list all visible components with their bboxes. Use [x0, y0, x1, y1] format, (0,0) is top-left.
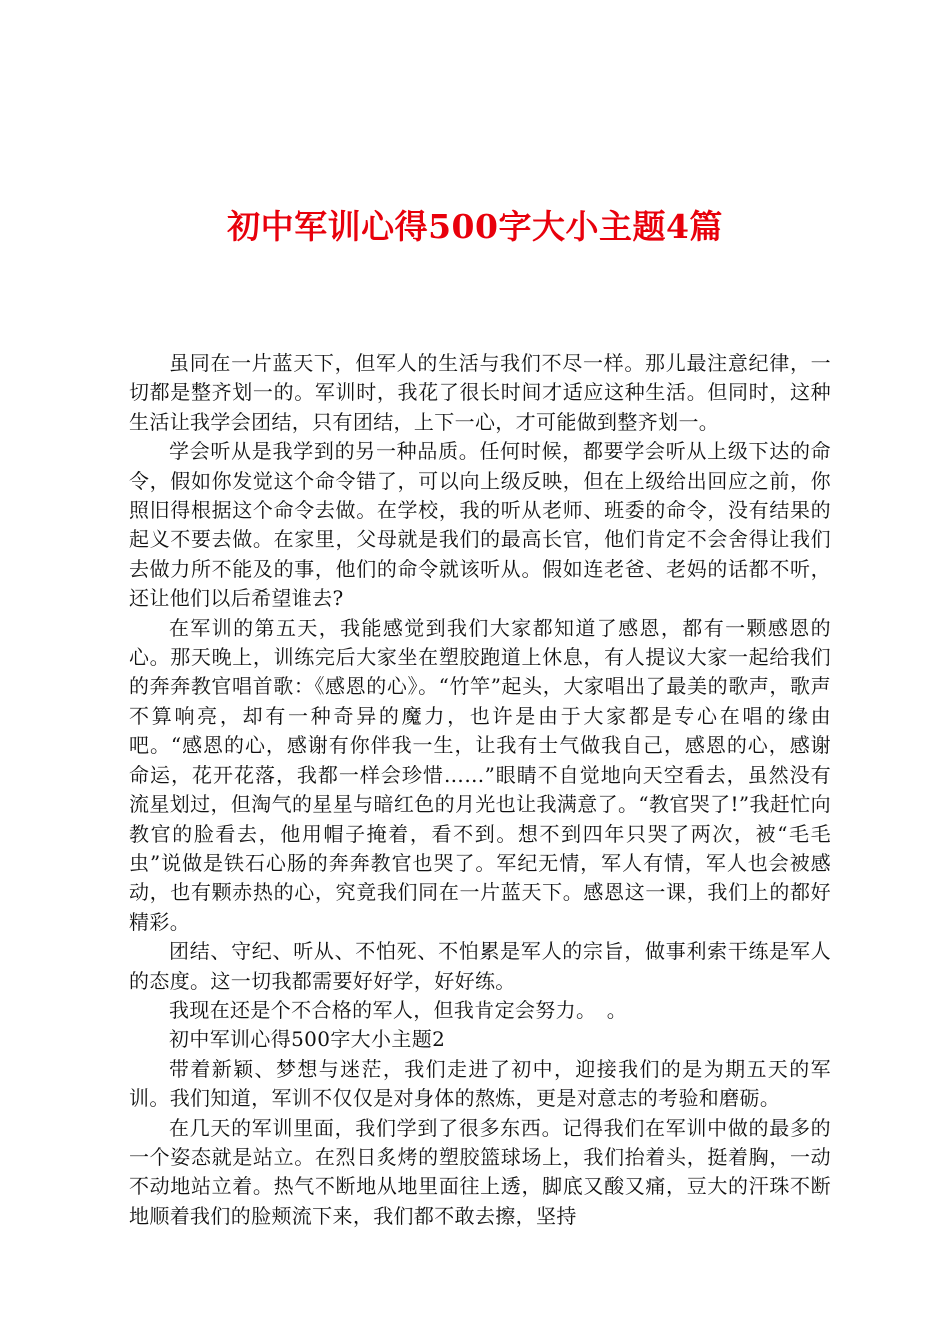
- document-body: [129, 349, 831, 1231]
- paragraph: 我现在还是个不合格的军人，但我肯定会努力。 。: [169, 997, 628, 1022]
- paragraph: 团结、守纪、听从、不怕死、不怕累是军人的宗旨，做事利索干练是军人的态度。这一切我都需要好好学，好好练。: [129, 939, 831, 993]
- paragraph: 虽同在一片蓝天下，但军人的生活与我们不尽一样。那儿最注意纪律，一切都是整齐划一的。军训时，我花了很长时间才适应这种生活。但同时，这种生活让我学会团结，只有团结，上下一心，才可能做到整齐划一。: [129, 351, 831, 434]
- paragraph: 在军训的第五天，我能感觉到我们大家都知道了感恩，都有一颗感恩的心。那天晚上，训练完后大家坐在塑胶跑道上休息，有人提议大家一起给我们的奔奔教官唱首歌：《感恩的心》。“竹竿”起头，大家唱出了最美的歌声，歌声不算响亮，却有一种奇异的魔力，也许是由于大家都是专心在唱的缘由吧。“感恩的心，感谢有你伴我一生，让我有士气做我自己，感恩的心，感谢命运，花开花落，我都一样会珍惜……”眼睛不自觉地向天空看去，虽然没有流星划过，但淘气的星星与暗红色的月光也让我满意了。“教官哭了!”我赶忙向教官的脸看去，他用帽子掩着，看不到。想不到四年只哭了两次，被“毛毛虫”说做是铁石心肠的奔奔教官也哭了。军纪无情，军人有情，军人也会被感动，也有颗赤热的心，究竟我们同在一片蓝天下。感恩这一课，我们上的都好精彩。: [129, 615, 831, 934]
- paragraph: 带着新颖、梦想与迷茫，我们走进了初中，迎接我们的是为期五天的军训。我们知道，军训不仅仅是对身体的熬炼，更是对意志的考验和磨砺。: [129, 1056, 831, 1111]
- document-title: 初中军训心得500字大小主题4篇: [227, 207, 723, 247]
- paragraph: 学会听从是我学到的另一种品质。任何时候，都要学会听从上级下达的命令，假如你发觉这个命令错了，可以向上级反映，但在上级给出回应之前，你照旧得根据这个命令去做。在学校，我的听从老师、班委的命令，没有结果的起义不要去做。在家里，父母就是我们的最高长官，他们肯定不会舍得让我们去做力所不能及的事，他们的命令就该听从。假如连老爸、老妈的话都不听，还让他们以后希望谁去?: [129, 439, 831, 611]
- section-heading: 初中军训心得500字大小主题2: [169, 1027, 446, 1052]
- paragraph: 在几天的军训里面，我们学到了很多东西。记得我们在军训中做的最多的一个姿态就是站立。在烈日炙烤的塑胶篮球场上，我们抬着头，挺着胸，一动不动地站立着。热气不断地从地里面往上透，脚底又酸又痛，豆大的汗珠不断地顺着我们的脸颊流下来，我们都不敢去擦，坚持: [129, 1115, 831, 1228]
